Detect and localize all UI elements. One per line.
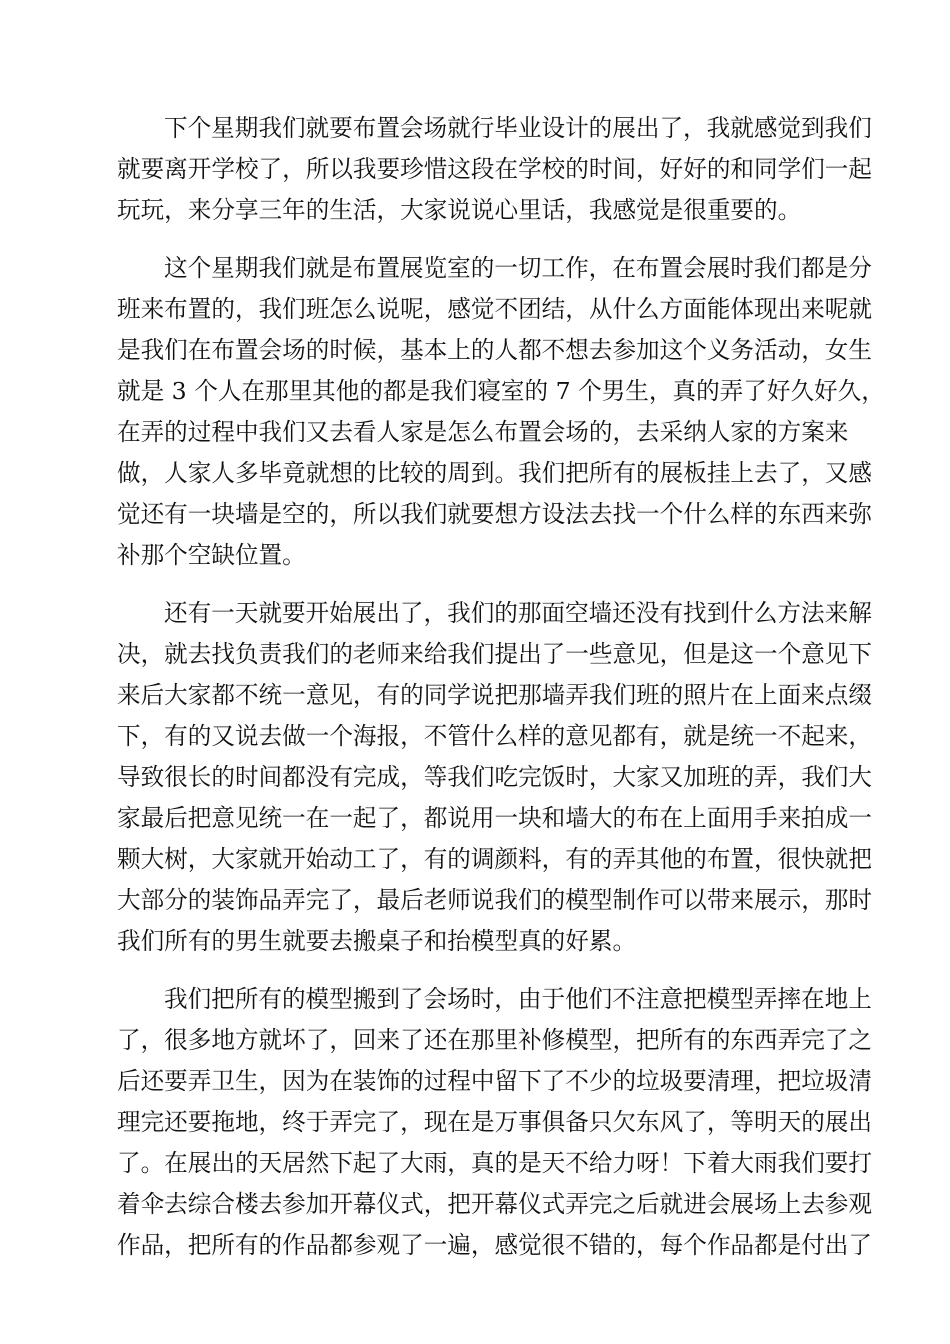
paragraph-line: 班来布置的，我们班怎么说呢，感觉不团结，从什么方面能体现出来呢就 [117,295,872,323]
paragraph-line: 就要离开学校了，所以我要珍惜这段在学校的时间，好好的和同学们一起 [117,155,872,183]
paragraph-line: 理完还要拖地，终于弄完了，现在是万事俱备只欠东风了，等明天的展出 [117,1108,872,1136]
paragraph-line: 我们把所有的模型搬到了会场时，由于他们不注意把模型弄摔在地上 [164,985,872,1013]
paragraph-line: 就是 3 个人在那里其他的都是我们寝室的 7 个男生，真的弄了好久好久， [117,377,885,405]
paragraph-line: 来后大家都不统一意见，有的同学说把那墙弄我们班的照片在上面来点缀 [117,681,872,709]
paragraph-line: 在弄的过程中我们又去看人家是怎么布置会场的，去采纳人家的方案来 [117,418,849,446]
paragraph-line: 觉还有一块墙是空的，所以我们就要想方设法去找一个什么样的东西来弥 [117,500,872,528]
paragraph-line: 是我们在布置会场的时候，基本上的人都不想去参加这个义务活动，女生 [117,336,872,364]
paragraph-line: 下个星期我们就要布置会场就行毕业设计的展出了，我就感觉到我们 [164,114,872,142]
paragraph-line: 还有一天就要开始展出了，我们的那面空墙还没有找到什么方法来解 [164,599,872,627]
paragraph-line: 这个星期我们就是布置展览室的一切工作，在布置会展时我们都是分 [164,254,872,282]
paragraph-line: 家最后把意见统一在一起了，都说用一块和墙大的布在上面用手来拍成一 [117,804,872,832]
paragraph-line: 导致很长的时间都没有完成，等我们吃完饭时，大家又加班的弄，我们大 [117,763,872,791]
paragraph-3 [117,593,872,962]
paragraph-1 [117,108,872,231]
paragraph-line: 着伞去综合楼去参加开幕仪式，把开幕仪式弄完之后就进会展场上去参观 [117,1190,872,1218]
paragraph-line: 后还要弄卫生，因为在装饰的过程中留下了不少的垃圾要清理，把垃圾清 [117,1067,872,1095]
paragraph-line: 了。在展出的天居然下起了大雨，真的是天不给力呀！下着大雨我们要打 [117,1149,872,1177]
paragraph-line: 大部分的装饰品弄完了，最后老师说我们的模型制作可以带来展示，那时 [117,886,872,914]
paragraph-line: 玩玩，来分享三年的生活，大家说说心里话，我感觉是很重要的。 [117,196,802,224]
paragraph-2 [117,248,885,576]
paragraph-line: 作品，把所有的作品都参观了一遍，感觉很不错的，每个作品都是付出了 [117,1231,872,1259]
paragraph-line: 了，很多地方就坏了，回来了还在那里补修模型，把所有的东西弄完了之 [117,1026,872,1054]
document-body [117,108,885,1283]
paragraph-line: 做，人家人多毕竟就想的比较的周到。我们把所有的展板挂上去了，又感 [117,459,872,487]
paragraph-line: 补那个空缺位置。 [117,541,306,569]
paragraph-4 [117,979,872,1266]
paragraph-line: 下，有的又说去做一个海报，不管什么样的意见都有，就是统一不起来， [117,722,872,750]
paragraph-line: 颗大树，大家就开始动工了，有的调颜料，有的弄其他的布置，很快就把 [117,845,872,873]
paragraph-line: 我们所有的男生就要去搬桌子和抬模型真的好累。 [117,927,637,955]
paragraph-line: 决，就去找负责我们的老师来给我们提出了一些意见，但是这一个意见下 [117,640,872,668]
